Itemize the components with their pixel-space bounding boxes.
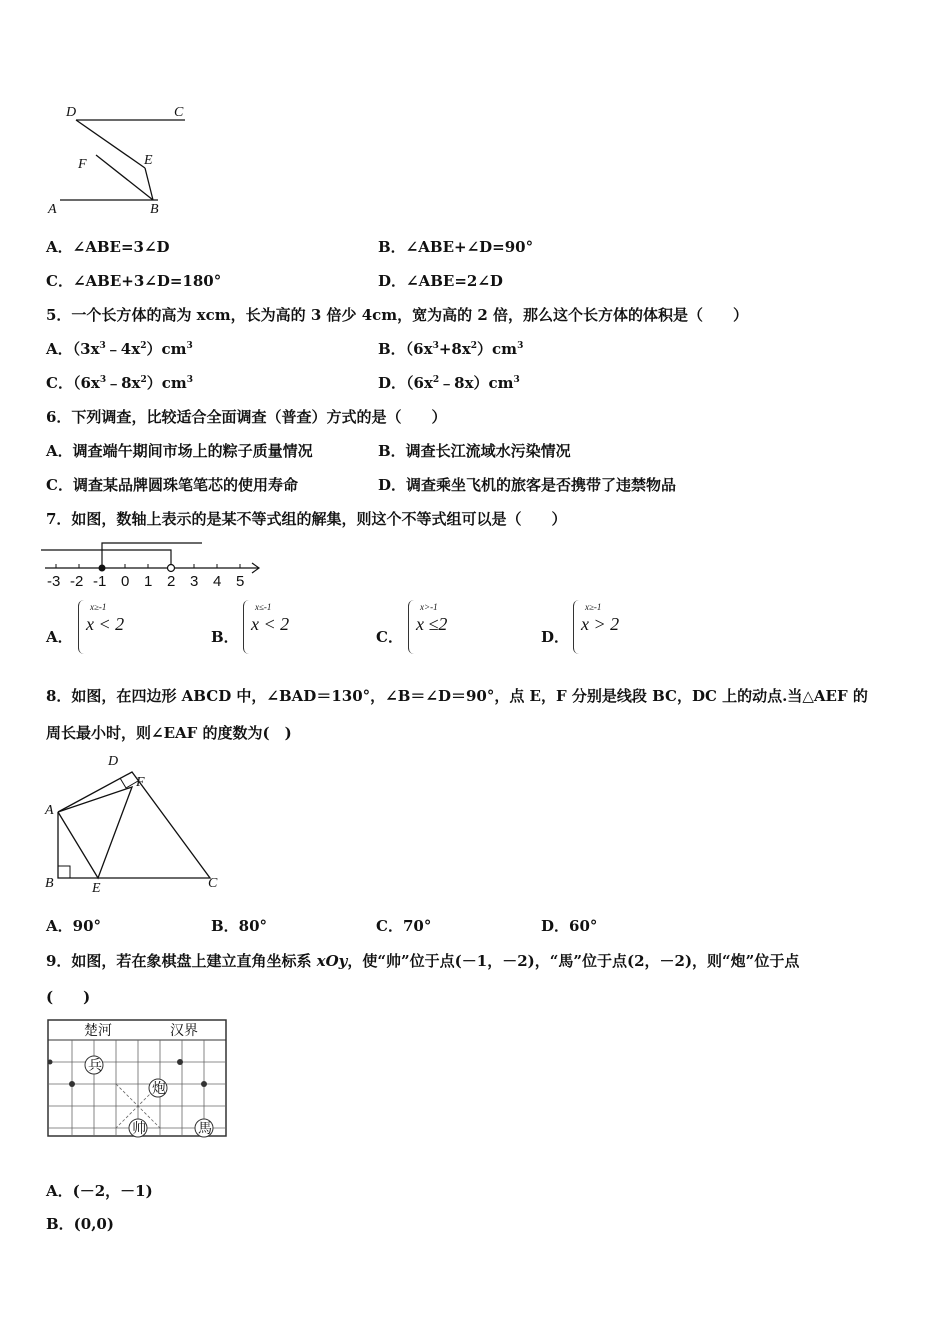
- quad-abcd: [58, 772, 210, 878]
- q9-option-b[interactable]: B．(0,0): [46, 1215, 114, 1233]
- q7-option-c[interactable]: C． x>-1 x ≤2: [376, 596, 536, 656]
- chess-board-figure: [46, 1018, 230, 1142]
- open-point: [168, 565, 175, 572]
- river-left-label: 楚河: [84, 1023, 112, 1039]
- q6-option-b[interactable]: B．调查长江流域水污染情况: [378, 442, 571, 460]
- tick-label: 3: [190, 573, 199, 590]
- label-e: E: [92, 881, 101, 896]
- q9-option-a[interactable]: A．(－2，－1): [46, 1182, 153, 1200]
- q5-stem: 5．一个长方体的高为 xcm，长为高的 3 倍少 4cm，宽为高的 2 倍，那么这个长方体的体积是（ ）: [46, 306, 749, 324]
- q9-stem-line2: ( ): [46, 988, 91, 1006]
- q5-option-c[interactable]: C．$(6x^3﹣8x^2)cm^3$: [46, 374, 194, 392]
- right-angle-b: [58, 866, 70, 878]
- label-e: E: [144, 153, 153, 168]
- label-f: F: [136, 775, 145, 790]
- q7-stem: 7．如图，数轴上表示的是某不等式组的解集，则这个不等式组可以是（ ）: [46, 510, 567, 528]
- q8-option-b[interactable]: B．80°: [211, 917, 268, 935]
- svg-text:帅: 帅: [132, 1121, 146, 1137]
- q7-option-a[interactable]: A． x≥-1 x < 2: [46, 596, 206, 656]
- tick-label: 4: [213, 573, 222, 590]
- q4-option-c[interactable]: C．∠ABE+3∠D=180°: [46, 272, 222, 290]
- piece-pao: [149, 1079, 167, 1097]
- tick-label: 0: [121, 573, 130, 590]
- label-d: D: [66, 105, 77, 120]
- piece-ma: [195, 1119, 213, 1137]
- tick-label: 5: [236, 573, 245, 590]
- svg-text:炮: 炮: [152, 1081, 166, 1097]
- number-line-figure: [40, 535, 270, 595]
- tick-label: -3: [47, 573, 61, 590]
- q9-stem-line1: 9．如图，若在象棋盘上建立直角坐标系 xOy，使“帅”位于点(－1，－2)，“馬”位于点(2，－2)，则“炮”位于点: [46, 952, 800, 970]
- figure-q4-geometry: [40, 100, 210, 220]
- piece-bing: [85, 1056, 103, 1074]
- closed-point: [99, 565, 106, 572]
- label-a: A: [48, 202, 57, 217]
- label-c: C: [208, 876, 218, 891]
- q5-option-a[interactable]: A．$(3x^3﹣4x^2)cm^3$: [46, 340, 193, 358]
- q6-option-a[interactable]: A．调查端午期间市场上的粽子质量情况: [46, 442, 313, 460]
- q8-option-c[interactable]: C．70°: [376, 917, 432, 935]
- q4-option-d[interactable]: D．∠ABE=2∠D: [378, 272, 503, 290]
- q5-option-d[interactable]: D．$(6x^2﹣8x)cm^3$: [378, 374, 520, 392]
- piece-shuai: [129, 1119, 147, 1137]
- label-d: D: [108, 754, 119, 769]
- q5-option-b[interactable]: B．$(6x^3+8x^2)cm^3$: [378, 340, 524, 358]
- q6-option-c[interactable]: C．调查某品牌圆珠笔笔芯的使用寿命: [46, 476, 298, 494]
- q4-option-a[interactable]: A．∠ABE=3∠D: [46, 238, 170, 256]
- q4-option-b[interactable]: B．∠ABE+∠D=90°: [378, 238, 534, 256]
- q8-stem-line2: 周长最小时，则∠EAF 的度数为( ): [46, 724, 292, 742]
- q8-option-a[interactable]: A．90°: [46, 917, 102, 935]
- range-ray-left: [41, 550, 171, 568]
- label-c: C: [174, 105, 184, 120]
- triangle-aef: [58, 787, 132, 878]
- svg-text:馬: 馬: [198, 1121, 212, 1137]
- q8-stem-line1: 8．如图，在四边形 ABCD 中，∠BAD＝130°，∠B＝∠D＝90°，点 E，F 分别是线段 BC，DC 上的动点.当△AEF 的: [46, 687, 868, 705]
- q7-option-d[interactable]: D． x≥-1 x > 2: [541, 596, 701, 656]
- svg-text:兵: 兵: [88, 1058, 102, 1074]
- tick-label: -2: [70, 573, 84, 590]
- q6-stem: 6．下列调查，比较适合全面调查（普查）方式的是（ ）: [46, 408, 447, 426]
- q7-option-b[interactable]: B． x≤-1 x < 2: [211, 596, 371, 656]
- figure-q8-quadrilateral: [40, 750, 230, 900]
- tick-label: 2: [167, 573, 176, 590]
- range-ray-right: [102, 543, 202, 568]
- q6-option-d[interactable]: D．调查乘坐飞机的旅客是否携带了违禁物品: [378, 476, 677, 494]
- label-b: B: [45, 876, 54, 891]
- river-right-label: 汉界: [170, 1023, 198, 1039]
- label-a: A: [45, 803, 54, 818]
- tick-label: 1: [144, 573, 153, 590]
- tick-label: -1: [93, 573, 107, 590]
- label-f: F: [78, 157, 87, 172]
- label-b: B: [150, 202, 159, 217]
- q8-option-d[interactable]: D．60°: [541, 917, 598, 935]
